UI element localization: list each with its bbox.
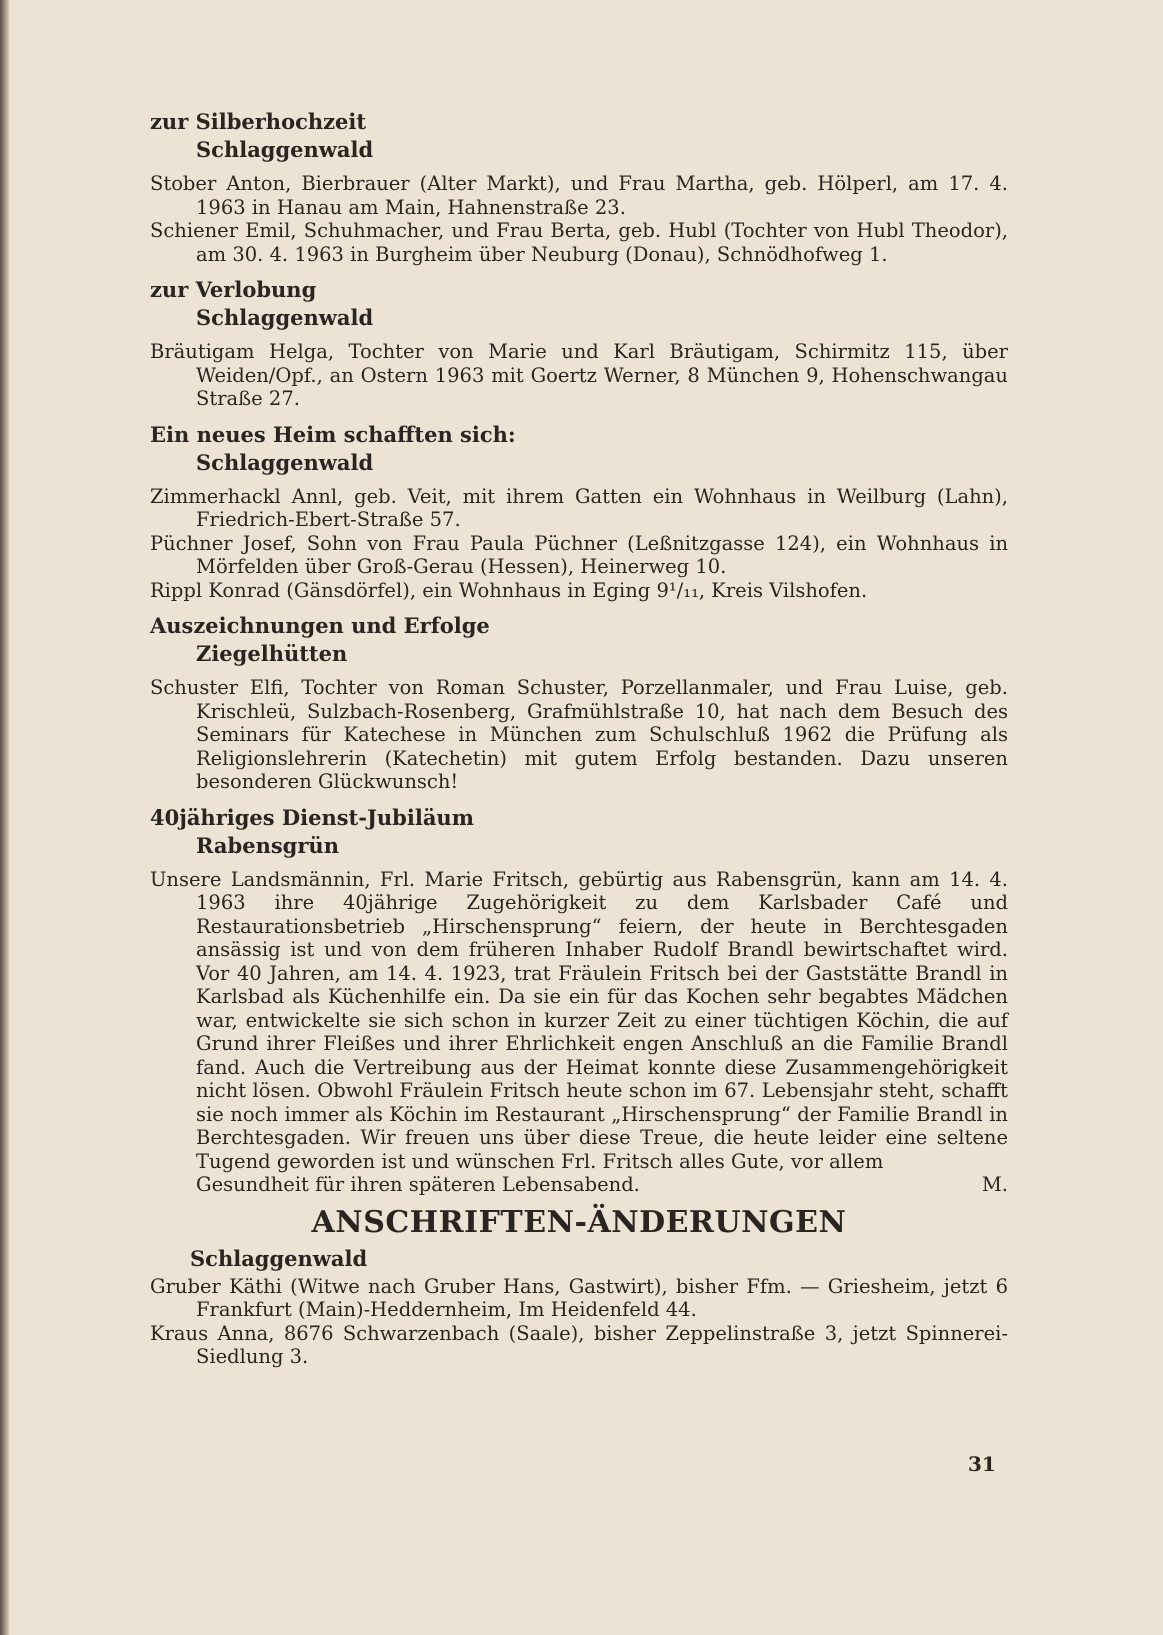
section-heading: Ein neues Heim schafften sich:	[150, 421, 516, 447]
jubilee-last-line: Gesundheit für ihren späteren Lebensabend.	[196, 1173, 640, 1196]
section-heading: 40jähriges Dienst-Jubiläum	[150, 804, 474, 830]
place-heading: Schlaggenwald	[196, 305, 374, 330]
entry: Kraus Anna, 8676 Schwarzenbach (Saale), bisher Zeppelinstraße 3, jetzt Spinnerei-Siedlung 3.	[150, 1321, 1008, 1368]
document-page	[150, 108, 1008, 1369]
section-awards	[150, 612, 1008, 794]
signature: M.	[981, 1173, 1008, 1196]
section-heading: Auszeichnungen und Erfolge	[150, 613, 490, 638]
page-binding-edge	[0, 0, 10, 1635]
place-heading: Ziegelhütten	[196, 641, 348, 666]
place-heading: Rabensgrün	[196, 832, 339, 858]
page-number: 31	[968, 1452, 996, 1476]
entry: Stober Anton, Bierbrauer (Alter Markt), und Frau Martha, geb. Hölperl, am 17. 4. 1963 in Hanau am Main, Hahnenstraße 23.	[150, 172, 1008, 219]
place-heading: Schlaggenwald	[196, 449, 374, 475]
section-heading: zur Silberhochzeit	[150, 109, 367, 134]
section-heading: zur Verlobung	[150, 277, 317, 302]
section-new-home	[150, 421, 1008, 603]
place-heading: Schlaggenwald	[196, 137, 374, 162]
address-changes-title: ANSCHRIFTEN-ÄNDERUNGEN	[311, 1204, 847, 1240]
section-address-changes	[150, 1205, 1008, 1369]
section-engagement	[150, 276, 1008, 411]
entry: Bräutigam Helga, Tochter von Marie und Karl Bräutigam, Schirmitz 115, über Weiden/Opf., an Ostern 1963 mit Goertz Werner, 8 München 9, Hohenschwangau Straße 27.	[150, 340, 1008, 410]
entry: Gruber Käthi (Witwe nach Gruber Hans, Gastwirt), bisher Ffm. — Griesheim, jetzt 6 Frankfurt (Main)-Heddernheim, Im Heidenfeld 44.	[150, 1274, 1008, 1321]
place-heading: Schlaggenwald	[190, 1245, 368, 1271]
jubilee-closing	[150, 1173, 1008, 1197]
entry: Rippl Konrad (Gänsdörfel), ein Wohnhaus in Eging 9¹/₁₁, Kreis Vilshofen.	[150, 578, 868, 602]
entry: Schuster Elfi, Tochter von Roman Schuster, Porzellanmaler, und Frau Luise, geb. Krischleü, Sulzbach-Rosenberg, Grafmühlstraße 10, hat nach dem Besuch des Seminars für Katechese in München zum Schulschluß 1962 die Prüfung als Religionslehrerin (Katechetin) mit gutem Erfolg bestanden. Dazu unseren besonderen Glückwunsch!	[150, 676, 1008, 793]
entry: Püchner Josef, Sohn von Frau Paula Püchner (Leßnitzgasse 124), ein Wohnhaus in Mörfelden über Groß-Gerau (Hessen), Heinerweg 10.	[150, 531, 1008, 578]
section-jubilee	[150, 804, 1008, 1197]
entry: Zimmerhackl Annl, geb. Veit, mit ihrem Gatten ein Wohnhaus in Weilburg (Lahn), Friedrich-Ebert-Straße 57.	[150, 484, 1008, 531]
section-silver-wedding	[150, 108, 1008, 266]
entry: Schiener Emil, Schuhmacher, und Frau Berta, geb. Hubl (Tochter von Hubl Theodor), am 30. 4. 1963 in Burgheim über Neuburg (Donau), Schnödhofweg 1.	[150, 219, 1008, 266]
jubilee-text: Unsere Landsmännin, Frl. Marie Fritsch, gebürtig aus Rabensgrün, kann am 14. 4. 1963 ihre 40jährige Zugehörigkeit zu dem Karlsbader Café und Restaurationsbetrieb „Hirschensprung“ feiern, der heute in Berchtesgaden ansässig ist und von dem früheren Inhaber Rudolf Brandl bewirtschaftet wird. Vor 40 Jahren, am 14. 4. 1923, trat Fräulein Fritsch bei der Gaststätte Brandl in Karlsbad als Küchenhilfe ein. Da sie ein für das Kochen sehr begabtes Mädchen war, entwickelte sie sich schon in kurzer Zeit zu einer tüchtigen Köchin, die auf Grund ihrer Fleißes und ihrer Ehrlichkeit engen Anschluß an die Familie Brandl fand. Auch die Vertreibung aus der Heimat konnte diese Zusammengehörigkeit nicht lösen. Obwohl Fräulein Fritsch heute schon im 67. Lebensjahr steht, schafft sie noch immer als Köchin im Restaurant „Hirschensprung“ der Familie Brandl in Berchtesgaden. Wir freuen uns über diese Treue, die heute leider eine seltene Tugend geworden ist und wünschen Frl. Fritsch alles Gute, vor allem	[150, 867, 1008, 1173]
